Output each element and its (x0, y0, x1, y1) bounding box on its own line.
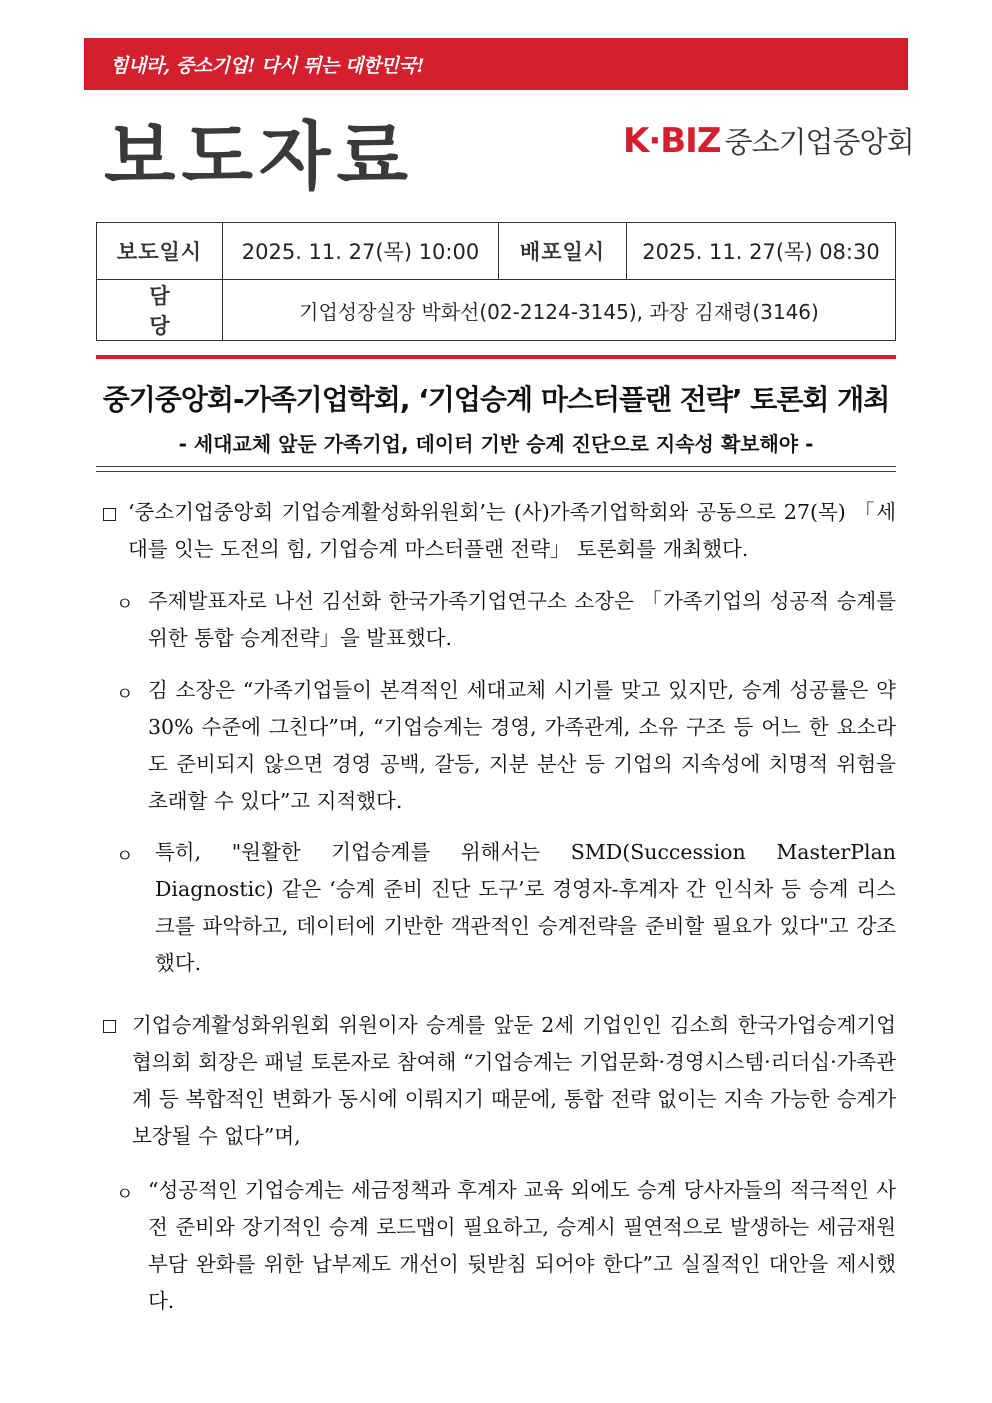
contact-value: 기업성장실장 박화선(02-2124-3145), 과장 김재령(3146) (223, 280, 896, 341)
circle-bullet-icon: ㅇ (116, 594, 134, 615)
contact-label: 담당 (97, 280, 223, 341)
kbiz-logo (623, 120, 914, 161)
checkbox-bullet-icon (103, 1020, 116, 1033)
paragraph-1: ‘중소기업중앙회 기업승계활성화위원회’는 (사)가족기업학회와 공동으로 27(목) 「세대를 잇는 도전의 힘, 기업승계 마스터플랜 전략」 토론회를 개최했다. (128, 500, 896, 561)
subheadline: - 세대교체 앞둔 가족기업, 데이터 기반 승계 진단으로 지속성 확보해야 - (178, 432, 814, 456)
red-divider (96, 355, 896, 359)
paragraph-1-1: 주제발표자로 나선 김선화 한국가족기업연구소 소장은 「가족기업의 성공적 승계를 위한 통합 승계전략」을 발표했다. (148, 589, 896, 650)
page-title: 보도자료 (104, 114, 414, 200)
circle-bullet-icon: ㅇ (116, 684, 134, 705)
double-divider (96, 466, 896, 472)
circle-bullet-icon: ㅇ (116, 1184, 134, 1205)
paragraph-2: 기업승계활성화위원회 위원이자 승계를 앞둔 2세 기업인인 김소희 한국가업승계기업협의회 회장은 패널 토론자로 참여해 “기업승계는 기업문화·경영시스템·리더십·가족관계 등 복합적인 변화가 동시에 이뤄지기 때문에, 통합 전략 없이는 지속 가능한 승계가 보장될 수 없다”며, (132, 1013, 896, 1148)
release-date-value: 2025. 11. 27(목) 08:30 (627, 223, 896, 280)
paragraph-1-3: 특히, "원활한 기업승계를 위해서는 SMD(Succession MasterPlan Diagnostic) 같은 ‘승계 준비 진단 도구’로 경영자-후계자 간 인식차 등 승계 리스크를 파악하고, 데이터에 기반한 객관적인 승계전략을 준비할 필요가 있다"고 강조했다. (155, 840, 896, 975)
press-date-value: 2025. 11. 27(목) 10:00 (223, 223, 499, 280)
logo-name: 중소기업중앙회 (724, 125, 914, 159)
headline: 중기중앙회-가족기업학회, ‘기업승계 마스터플랜 전략’ 토론회 개최 (102, 383, 890, 416)
slogan-banner (84, 38, 908, 90)
slogan-text: 힘내라, 중소기업! 다시 뛰는 대한민국! (110, 55, 425, 77)
paragraph-2-1: “성공적인 기업승계는 세금정책과 후계자 교육 외에도 승계 당사자들의 적극적인 사전 준비와 장기적인 승계 로드맵이 필요하고, 승계시 필연적으로 발생하는 세금재원 부담 완화를 위한 납부제도 개선이 뒷받침 되어야 한다”고 실질적인 대안을 제시했다. (148, 1178, 896, 1313)
paragraph-1-2: 김 소장은 “가족기업들이 본격적인 세대교체 시기를 맞고 있지만, 승계 성공률은 약 30% 수준에 그친다”며, “기업승계는 경영, 가족관계, 소유 구조 등 어느 한 요소라도 준비되지 않으면 경영 공백, 갈등, 지분 분산 등 기업의 지속성에 치명적 위험을 초래할 수 있다”고 지적했다. (148, 678, 896, 813)
press-date-label: 보도일시 (97, 223, 223, 280)
press-info-table (96, 222, 896, 341)
logo-mark: K·BIZ (623, 121, 721, 161)
release-date-label: 배포일시 (499, 223, 627, 280)
circle-bullet-icon: ㅇ (116, 846, 134, 867)
checkbox-bullet-icon (103, 508, 116, 521)
